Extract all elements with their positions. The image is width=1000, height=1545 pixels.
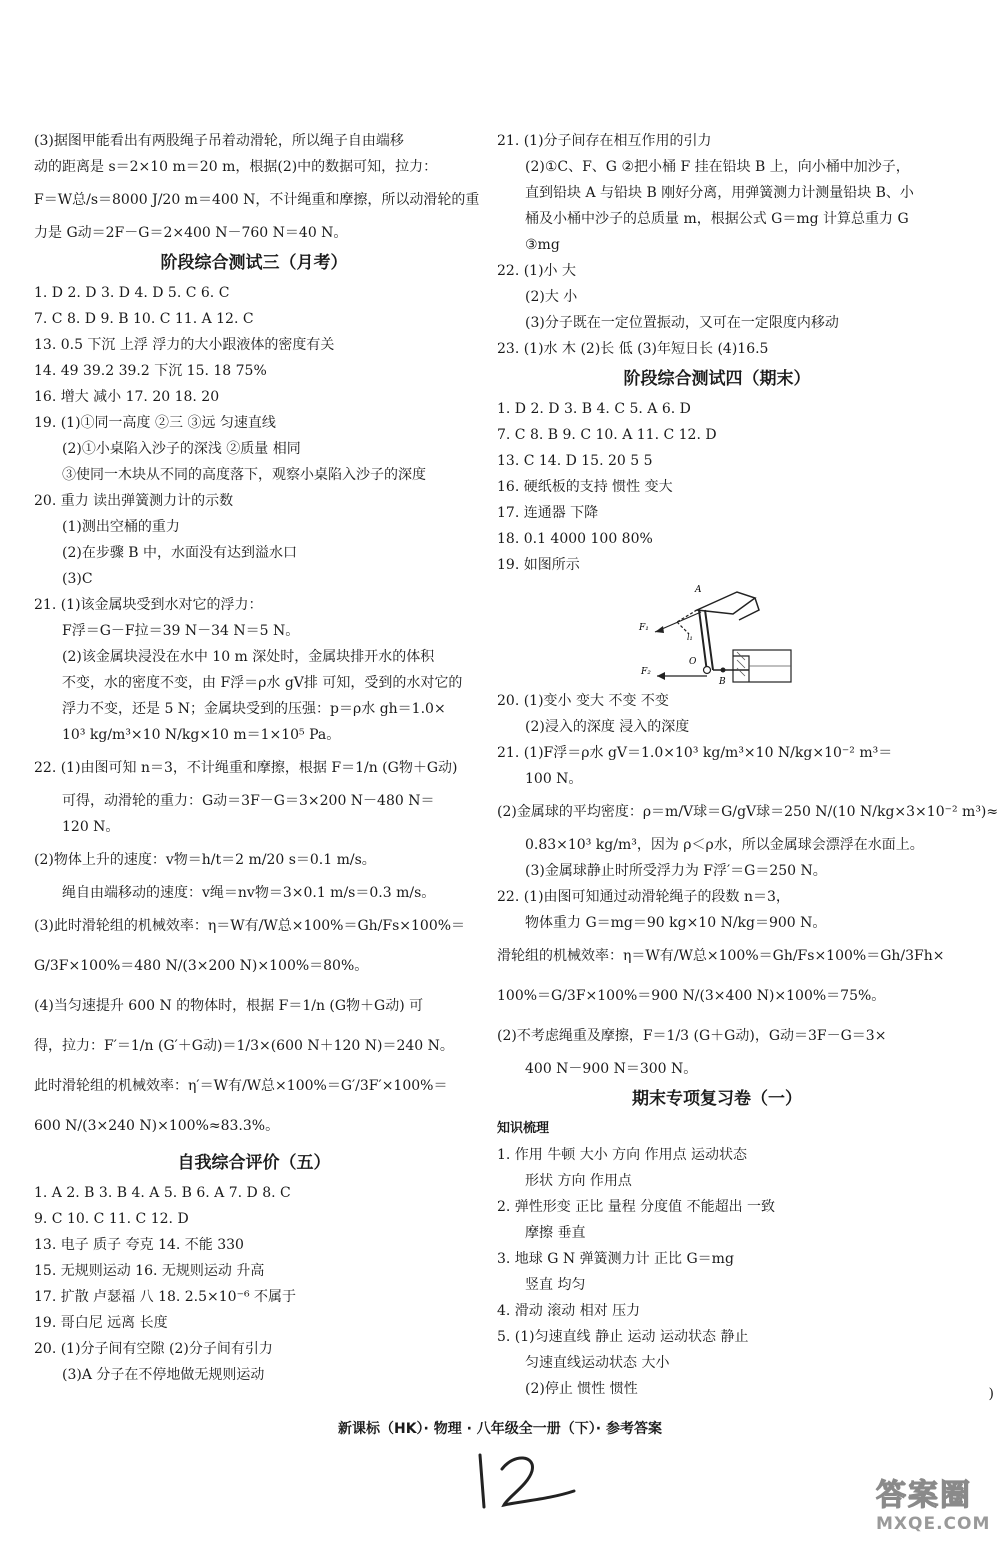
answer-subline: 匀速直线运动状态 大小: [525, 1355, 670, 1371]
answer-subline: 不变，水的密度不变，由 F浮＝ρ水 gV排 可知，受到的水对它的: [62, 675, 463, 691]
answer-line: 22. (1)由图可知 n＝3，不计绳重和摩擦，根据 F＝1/n (G物＋G动): [34, 760, 458, 776]
answer-line: 13. 0.5 下沉 上浮 浮力的大小跟液体的密度有关: [34, 337, 335, 353]
answer-line: 1. D 2. D 3. B 4. C 5. A 6. D: [497, 401, 691, 417]
answer-line: 21. (1)分子间存在相互作用的引力: [497, 133, 712, 149]
answer-line: 600 N/(3×240 N)×100%≈83.3%。: [34, 1118, 280, 1134]
lever-figure: [497, 578, 937, 688]
label-a: A: [695, 585, 702, 595]
section-title: 阶段综合测试四（期末）: [623, 369, 811, 389]
answer-subline: (2)浸入的深度 浸入的深度: [525, 719, 690, 735]
page-footer: 新课标（HK）· 物理 · 八年级全一册（下）· 参考答案: [337, 1421, 662, 1437]
answer-subline: 可得，动滑轮的重力：G动＝3F－G＝3×200 N－480 N＝: [62, 793, 435, 809]
answer-subline: (2)在步骤 B 中，水面没有达到溢水口: [62, 545, 298, 561]
answer-line: 17. 连通器 下降: [497, 505, 599, 521]
answer-line: F＝W总/s＝8000 J/20 m＝400 N，不计绳重和摩擦，所以动滑轮的重: [34, 192, 480, 208]
section-title: 阶段综合测试三（月考）: [160, 253, 348, 273]
answer-line: G/3F×100%＝480 N/(3×200 N)×100%＝80%。: [34, 958, 369, 974]
subsection-title: 知识梳理: [497, 1121, 550, 1136]
answer-line: (3)此时滑轮组的机械效率：η＝W有/W总×100%＝Gh/Fs×100%＝: [34, 918, 466, 934]
answer-subline: 绳自由端移动的速度：v绳＝nv物＝3×0.1 m/s＝0.3 m/s。: [62, 885, 436, 901]
left-column: [34, 128, 480, 1388]
label-l1: l₁: [687, 633, 693, 642]
answer-line: (2)物体上升的速度：v物＝h/t＝2 m/20 s＝0.1 m/s。: [34, 852, 376, 868]
answer-line: 17. 扩散 卢瑟福 八 18. 2.5×10⁻⁶ 不属于: [34, 1289, 297, 1305]
answer-line: 力是 G动＝2F－G＝2×400 N－760 N＝40 N。: [34, 225, 348, 241]
answer-subline: ③使同一木块从不同的高度落下，观察小桌陷入沙子的深度: [62, 467, 426, 483]
answer-subline: (2)①小桌陷入沙子的深浅 ②质量 相同: [62, 441, 301, 457]
answer-line: 20. (1)变小 变大 不变 不变: [497, 693, 669, 709]
answer-subline: (3)C: [62, 571, 93, 587]
answer-line: 7. C 8. D 9. B 10. C 11. A 12. C: [34, 311, 254, 327]
answer-line: 14. 49 39.2 39.2 下沉 15. 18 75%: [34, 363, 267, 379]
answer-subline: (1)测出空桶的重力: [62, 519, 180, 535]
answer-line: 22. (1)由图可知通过动滑轮绳子的段数 n＝3，: [497, 889, 790, 905]
answer-line: 此时滑轮组的机械效率：η′＝W有/W总×100%＝G′/3F′×100%＝: [34, 1078, 448, 1094]
answer-subline: 0.83×10³ kg/m³，因为 ρ＜ρ水，所以金属球会漂浮在水面上。: [525, 837, 924, 853]
answer-line: (4)当匀速提升 600 N 的物体时，根据 F＝1/n (G物＋G动) 可: [34, 998, 424, 1014]
answer-subline: 100 N。: [525, 771, 583, 787]
answer-subline: (2)①C、F、G ②把小桶 F 挂在铅块 B 上，向小桶中加沙子，: [525, 159, 910, 175]
answer-line: 23. (1)水 木 (2)长 低 (3)年短日长 (4)16.5: [497, 341, 769, 357]
answer-line: 21. (1)F浮＝ρ水 gV＝1.0×10³ kg/m³×10 N/kg×10⁻² m³＝: [497, 745, 893, 761]
answer-line: 7. C 8. B 9. C 10. A 11. C 12. D: [497, 427, 717, 443]
section-title: 自我综合评价（五）: [177, 1153, 331, 1173]
answer-line: 16. 增大 减小 17. 20 18. 20: [34, 389, 220, 405]
answer-line: 21. (1)该金属块受到水对它的浮力：: [34, 597, 263, 613]
answer-line: (2)金属球的平均密度：ρ＝m/V球＝G/gV球＝250 N/(10 N/kg×3×10⁻² m³)≈: [497, 804, 999, 820]
answer-subline: 竖直 均匀: [525, 1277, 586, 1293]
answer-line: 得，拉力：F′＝1/n (G′＋G动)＝1/3×(600 N＋120 N)＝240 N。: [34, 1038, 454, 1054]
answer-line: 1. 作用 牛顿 大小 方向 作用点 运动状态: [497, 1147, 748, 1163]
watermark-logo: 答案圈 MXQE.COM: [876, 1478, 991, 1534]
answer-line: (3)据图甲能看出有两股绳子吊着动滑轮，所以绳子自由端移: [34, 133, 404, 149]
answer-line: 18. 0.1 4000 100 80%: [497, 531, 653, 547]
answer-line: 20. (1)分子间有空隙 (2)分子间有引力: [34, 1341, 273, 1357]
section-title: 期末专项复习卷（一）: [632, 1089, 802, 1109]
answer-line: 22. (1)小 大: [497, 263, 576, 279]
answer-line: 3. 地球 G N 弹簧测力计 正比 G＝mg: [497, 1251, 734, 1267]
answer-line: 16. 硬纸板的支持 惯性 变大: [497, 479, 673, 495]
answer-line: 滑轮组的机械效率：η＝W有/W总×100%＝Gh/Fs×100%＝Gh/3Fh×: [497, 948, 945, 964]
answer-line: 1. A 2. B 3. B 4. A 5. B 6. A 7. D 8. C: [34, 1185, 291, 1201]
answer-line: 15. 无规则运动 16. 无规则运动 升高: [34, 1263, 265, 1279]
answer-subline: F浮＝G－F拉＝39 N－34 N＝5 N。: [62, 623, 300, 639]
answer-line: 动的距离是 s＝2×10 m＝20 m，根据(2)中的数据可知，拉力：: [34, 159, 438, 175]
answer-line: 100%＝G/3F×100%＝900 N/(3×400 N)×100%＝75%。: [497, 988, 886, 1004]
answer-line: 19. 如图所示: [497, 557, 580, 573]
answer-line: 4. 滑动 滚动 相对 压力: [497, 1303, 641, 1319]
answer-subline: 浮力不变，还是 5 N；金属块受到的压强：p＝ρ水 gh＝1.0×: [62, 701, 446, 717]
answer-line: 13. 电子 质子 夸克 14. 不能 330: [34, 1237, 244, 1253]
answer-subline: 10³ kg/m³×10 N/kg×10 m＝1×10⁵ Pa。: [62, 727, 341, 743]
answer-line: 20. 重力 读出弹簧测力计的示数: [34, 493, 234, 509]
answer-subline: (3)金属球静止时所受浮力为 F浮′＝G＝250 N。: [525, 863, 827, 879]
answer-subline: (3)分子既在一定位置振动，又可在一定限度内移动: [525, 315, 839, 331]
answer-subline: 直到铅块 A 与铅块 B 刚好分离，用弹簧测力计测量铅块 B、小: [525, 185, 914, 201]
answer-line: 5. (1)匀速直线 静止 运动 运动状态 静止: [497, 1329, 749, 1345]
answer-line: 1. D 2. D 3. D 4. D 5. C 6. C: [34, 285, 230, 301]
lever-diagram: [637, 580, 797, 686]
answer-subline: (2)停止 惯性 惯性: [525, 1381, 638, 1397]
answer-subline: ③mg: [525, 237, 560, 253]
answer-subline: 形状 方向 作用点: [525, 1173, 632, 1189]
answer-subline: (2)该金属块浸没在水中 10 m 深处时，金属块排开水的体积: [62, 649, 435, 665]
answer-line: (2)不考虑绳重及摩擦，F＝1/3 (G＋G动)，G动＝3F－G＝3×: [497, 1028, 887, 1044]
label-f2: F₂: [641, 667, 651, 677]
answer-line: 19. 哥白尼 远离 长度: [34, 1315, 168, 1331]
label-o: O: [689, 657, 697, 667]
edge-mark: ): [988, 1386, 994, 1402]
answer-subline: (2)大 小: [525, 289, 578, 305]
right-column: [497, 128, 999, 1402]
answer-subline: 物体重力 G＝mg＝90 kg×10 N/kg＝900 N。: [525, 915, 827, 931]
label-f1: F₁: [639, 623, 649, 633]
label-b: B: [719, 677, 726, 686]
handwritten-page-number: [470, 1445, 590, 1515]
answer-subline: (3)A 分子在不停地做无规则运动: [62, 1367, 265, 1383]
answer-subline: 摩擦 垂直: [525, 1225, 586, 1241]
answer-line: 19. (1)①同一高度 ②三 ③远 匀速直线: [34, 415, 276, 431]
answer-line: 9. C 10. C 11. C 12. D: [34, 1211, 189, 1227]
answer-subline: 120 N。: [62, 819, 120, 835]
answer-subline: 桶及小桶中沙子的总质量 m，根据公式 G＝mg 计算总重力 G: [525, 211, 909, 227]
answer-line: 13. C 14. D 15. 20 5 5: [497, 453, 653, 469]
answer-line: 2. 弹性形变 正比 量程 分度值 不能超出 一致: [497, 1199, 776, 1215]
answer-subline: 400 N－900 N＝300 N。: [525, 1061, 698, 1077]
